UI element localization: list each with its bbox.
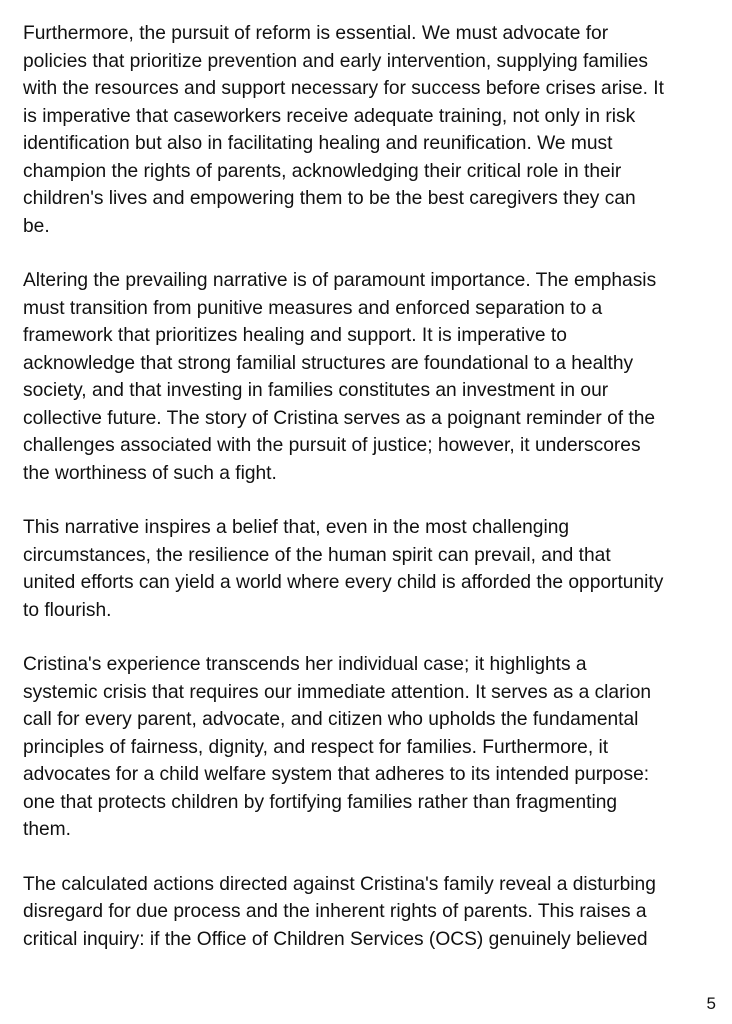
text-line: framework that prioritizes healing and support. It is imperative to [23, 325, 567, 346]
text-line: acknowledge that strong familial structures are foundational to a healthy [23, 352, 634, 374]
text-line: children's lives and empowering them to be the best caregivers they can [23, 188, 636, 209]
text-line: to flourish. [23, 599, 112, 621]
text-line: must transition from punitive measures and enforced separation to a [23, 297, 603, 319]
text-line: call for every parent, advocate, and citizen who upholds the fundamental [23, 709, 639, 730]
text-line: one that protects children by fortifying families rather than fragmenting [23, 791, 618, 813]
text-line: with the resources and support necessary for success before crises arise. It [23, 78, 664, 99]
text-line: systemic crisis that requires our immediate attention. It serves as a clarion [23, 681, 652, 703]
text-line: Altering the prevailing narrative is of paramount importance. The emphasis [23, 270, 657, 291]
text-line: is imperative that caseworkers receive adequate training, not only in risk [23, 105, 636, 127]
text-line: champion the rights of parents, acknowledging their critical role in their [23, 160, 622, 182]
paragraph-reform [23, 20, 723, 240]
page-number: 5 [706, 994, 716, 1013]
text-line: This narrative inspires a belief that, even in the most challenging [23, 517, 570, 538]
text-line: policies that prioritize prevention and early intervention, supplying families [23, 50, 648, 72]
text-line: critical inquiry: if the Office of Children Services (OCS) genuinely believed [23, 928, 648, 950]
text-line: The calculated actions directed against Cristina's family reveal a disturbing [23, 873, 656, 895]
paragraph-inspiration [23, 514, 723, 624]
text-line: Furthermore, the pursuit of reform is essential. We must advocate for [23, 23, 609, 44]
text-line: be. [23, 215, 50, 237]
text-line: challenges associated with the pursuit of justice; however, it underscores [23, 435, 641, 456]
paragraph-calculated-actions [23, 871, 723, 954]
text-line: society, and that investing in families constitutes an investment in our [23, 380, 609, 401]
text-line: circumstances, the resilience of the human spirit can prevail, and that [23, 544, 611, 566]
paragraph-systemic-crisis [23, 651, 723, 844]
text-line: the worthiness of such a fight. [23, 462, 277, 484]
text-line: identification but also in facilitating healing and reunification. We must [23, 133, 613, 154]
text-line: principles of fairness, dignity, and respect for families. Furthermore, it [23, 736, 609, 758]
text-line: Cristina's experience transcends her individual case; it highlights a [23, 654, 587, 675]
text-line: advocates for a child welfare system that adheres to its intended purpose: [23, 764, 650, 785]
text-line: collective future. The story of Cristina serves as a poignant reminder of the [23, 407, 656, 429]
document-body [23, 20, 723, 980]
text-line: disregard for due process and the inherent rights of parents. This raises a [23, 901, 647, 922]
text-line: them. [23, 819, 71, 840]
text-line: united efforts can yield a world where every child is afforded the opportunity [23, 572, 664, 593]
paragraph-narrative [23, 267, 723, 487]
